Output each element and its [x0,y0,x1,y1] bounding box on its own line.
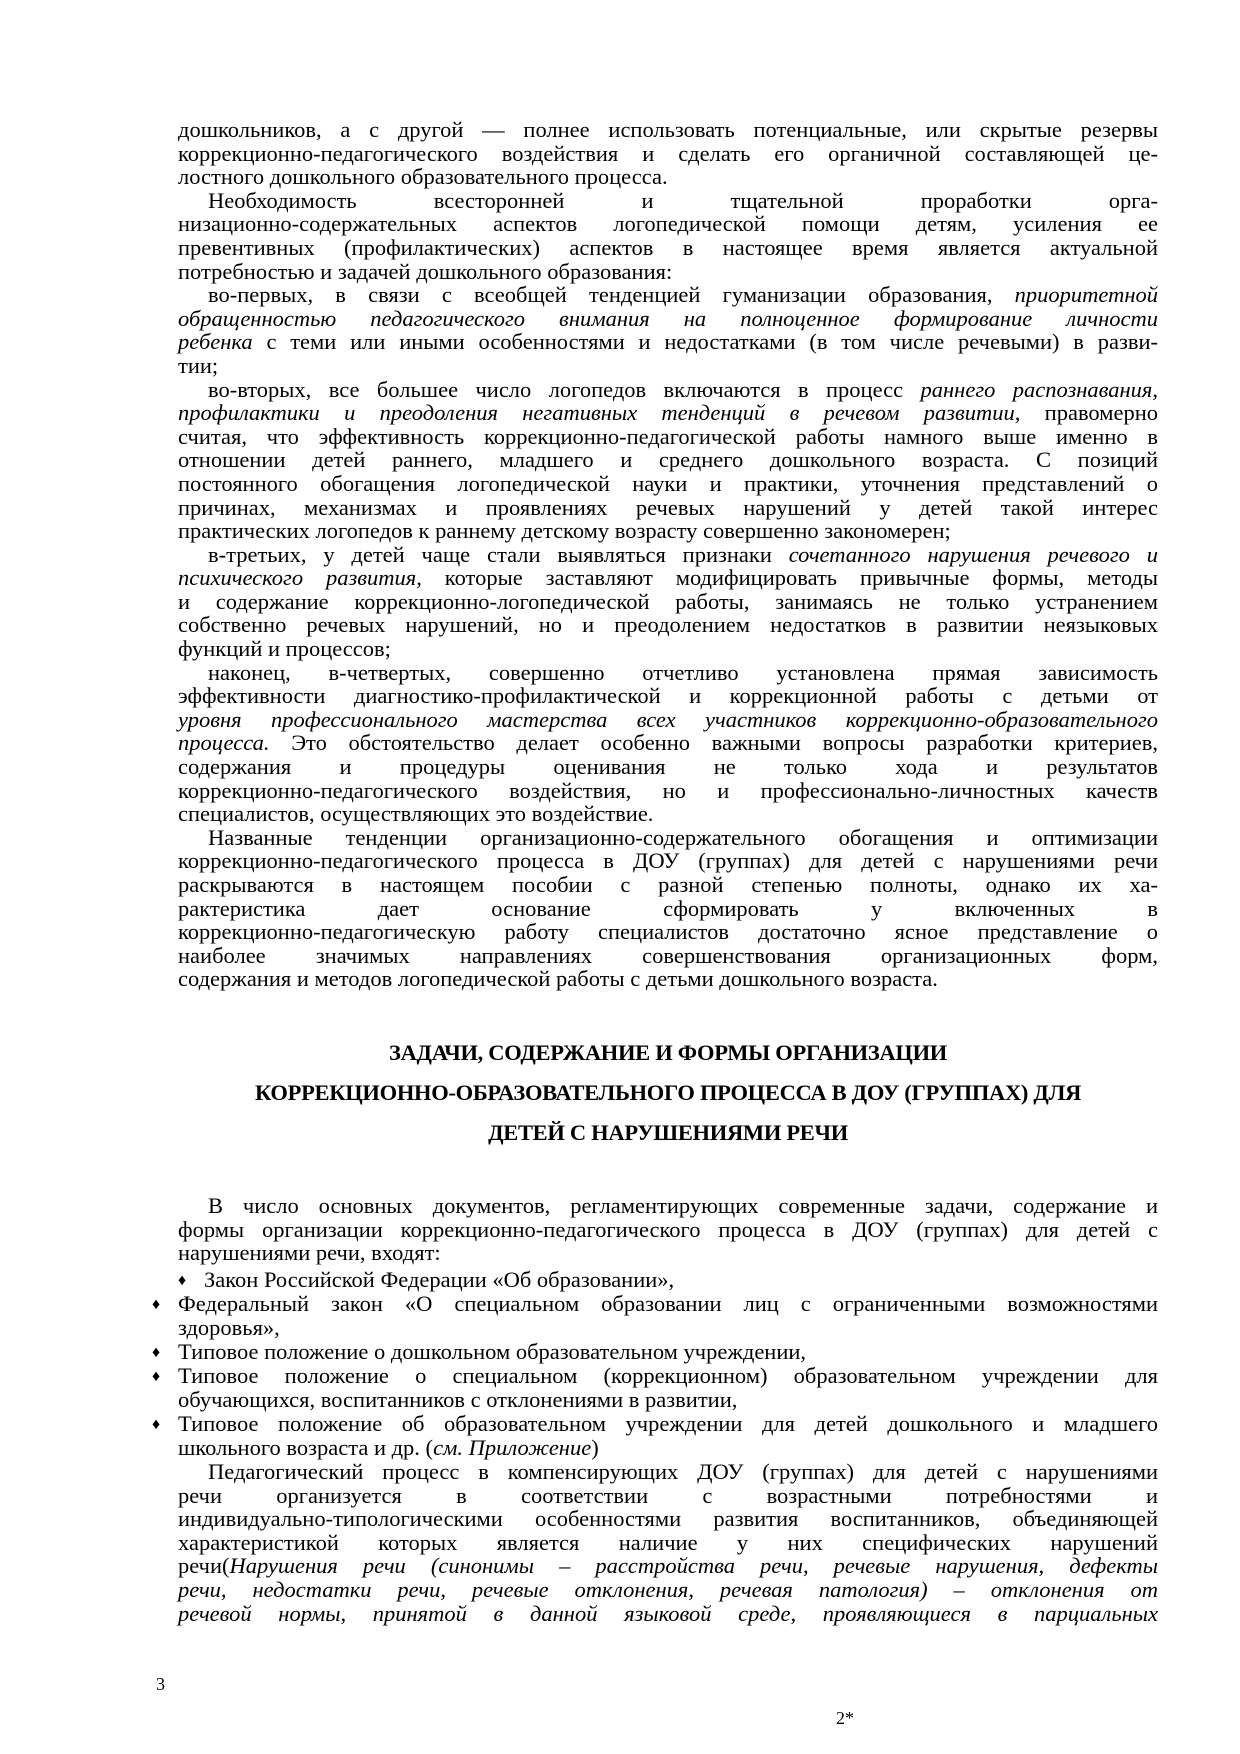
document-page [178,118,1158,991]
text-line: содержания и процедуры оценивания не только хода и результатов [178,754,1158,780]
section-heading-line-2: КОРРЕКЦИОННО-ОБРАЗОВАТЕЛЬНОГО ПРОЦЕССА В ДОУ (ГРУППАХ) ДЛЯ [254,1080,1082,1105]
text-line: речи, недостатки речи, речевые отклонения, речевая патология) – отклонения от [178,1576,1158,1602]
text-line: формы организации коррекционно-педагогического процесса в ДОУ (группах) для детей с [178,1216,1158,1242]
diamond-bullet-icon: ♦ [152,1416,161,1433]
text-line: речи организуется в соответствии с возрастными потребностями и [178,1482,1158,1508]
page-number: 3 [156,1674,165,1694]
text-line: ребенка с теми или иными особенностями и недостатками (в том числе речевыми) в разви- [178,329,1159,355]
text-line: обращенностью педагогического внимания на полноценное формирование личности [178,305,1158,331]
text-line: и содержание коррекционно-логопедической работы, занимаясь не только устранением [178,588,1158,614]
paragraph-necessity [178,189,1158,283]
text-line: В число основных документов, регламентирующих современные задачи, содержание и [208,1193,1158,1218]
paragraph-fourth-point [178,661,1158,826]
text-line: тии; [178,352,219,378]
list-item: ♦ Типовое положение об образовательном учреждении для детей дошкольного и младшего школьного возраста и др. (см. Приложение) [152,1411,1158,1460]
text-line: потребностью и задачей дошкольного образования: [178,258,673,284]
emphasis: приоритетной [1014,282,1159,308]
list-item: ♦ Типовое положение о специальном (коррекционном) образовательном учреждении для обучающихся, воспитанников с отклонениями в развитии, [152,1363,1158,1412]
text-line: коррекционно-педагогическую работу специалистов достаточно ясное представление о [178,919,1158,945]
paragraph-intro-continuation [178,118,1158,189]
text-line: нарушениями речи, входят: [178,1240,441,1266]
paragraph-first-point [178,283,1158,377]
text-line: практических логопедов к раннему детскому возрасту совершенно закономерен; [178,518,951,544]
text-line: специалистов, осуществляющих это воздействие. [178,801,654,827]
paragraph-pedagogical-process [178,1460,1158,1625]
emphasis: психического развития, [178,565,422,591]
paragraph-third-point [178,543,1158,661]
text-line: дошкольников, а с другой — полнее использовать потенциальные, или скрытые резервы [178,117,1158,142]
emphasis: профилактики и преодоления негативных тенденций в речевом развитии, [178,400,1021,426]
text-line: раскрываются в настоящем пособии с разной степенью полноты, однако их ха- [178,872,1158,897]
text-line: в-третьих, у детей чаще стали выявляться признаки сочетанного нарушения речевого и [208,541,1158,567]
appendix-reference: см. Приложение [433,1434,592,1460]
section-heading-line-1: ЗАДАЧИ, СОДЕРЖАНИЕ И ФОРМЫ ОРГАНИЗАЦИИ [389,1040,947,1065]
text-line: содержания и методов логопедической работы с детьми дошкольного возраста. [178,966,938,992]
text-line: процесса. Это обстоятельство делает особенно важными вопросы разработки критериев, [178,730,1158,756]
signature-mark: 2* [836,1708,854,1728]
emphasis: Нарушения речи (синонимы – расстройства речи, речевые нарушения, дефекты [229,1553,1158,1579]
text-line: индивидуально-типологическими особенностями развития воспитанников, объединяющей [178,1506,1158,1532]
text-line: отношении детей раннего, младшего и среднего дошкольного возраста. С позиций [178,447,1158,473]
paragraph-documents [178,1194,1158,1265]
text-line: коррекционно-педагогического воздействия, но и профессионально-личностных качеств [178,777,1158,803]
text-line: низационно-содержательных аспектов логопедической помощи детям, усиления ее [178,211,1158,237]
diamond-bullet-icon: ♦ [152,1344,161,1361]
text-line: наиболее значимых направлениях совершенствования организационных форм, [178,942,1158,968]
text-line: психического развития, которые заставляют модифицировать привычные формы, методы [178,565,1158,591]
text-line: Необходимость всесторонней и тщательной проработки орга- [208,187,1158,213]
text-line: эффективности диагностико-профилактической и коррекционной работы с детьми от [178,683,1158,709]
paragraph-named-tendencies [178,826,1158,991]
text-line: превентивных (профилактических) аспектов в настоящее время является актуальной [178,234,1158,260]
text-line: коррекционно-педагогического воздействия и сделать его органичной составляющей це- [178,140,1158,166]
diamond-bullet-icon: ♦ [152,1368,161,1385]
emphasis: процесса. [178,730,270,756]
emphasis: раннего распознавания, [920,376,1159,402]
text-line: Названные тенденции организационно-содержательного обогащения и оптимизации [208,824,1158,850]
text-line: характеристикой которых является наличие у них специфических нарушений [178,1529,1158,1555]
text-line: речи(Нарушения речи (синонимы – расстройства речи, речевые нарушения, дефекты [178,1553,1158,1579]
text-line: функций и процессов; [178,636,391,662]
emphasis: ребенка [178,329,253,355]
text-line: собственно речевых нарушений, но и преодолением недостатков в развитии неязыковых [178,612,1158,638]
text-line: во-первых, в связи с всеобщей тенденцией гуманизации образования, приоритетной [208,282,1159,308]
text-line: наконец, в-четвертых, совершенно отчетливо установлена прямая зависимость [208,659,1158,685]
text-line: лостного дошкольного образовательного процесса. [178,164,668,190]
text-line: речевой нормы, принятой в данной языковой среде, проявляющиеся в парциальных [178,1600,1158,1626]
text-line: уровня профессионального мастерства всех участников коррекционно-образовательного [178,706,1158,732]
list-item: ♦ Типовое положение о дошкольном образовательном учреждении, [152,1339,807,1364]
text-line: профилактики и преодоления негативных тенденций в речевом развитии, правомерно [178,400,1159,426]
text-line: коррекционно-педагогического процесса в ДОУ (группах) для детей с нарушениями речи [178,848,1158,874]
emphasis: сочетанного нарушения речевого и [788,541,1158,567]
text-line: рактеристика дает основание сформировать у включенных в [178,895,1158,921]
text-line: считая, что эффективность коррекционно-педагогической работы намного выше именно в [178,423,1158,449]
list-item: ♦ Закон Российской Федерации «Об образовании», [178,1267,675,1292]
diamond-bullet-icon: ♦ [178,1272,187,1289]
text-line: причинах, механизмах и проявлениях речевых нарушений у детей такой интерес [178,494,1158,520]
text-line: постоянного обогащения логопедической науки и практики, уточнения представлений о [178,470,1158,496]
text-line: Педагогический процесс в компенсирующих ДОУ (группах) для детей с нарушениями [208,1459,1158,1484]
paragraph-second-point [178,378,1158,543]
diamond-bullet-icon: ♦ [152,1296,161,1313]
text-line: во-вторых, все большее число логопедов включаются в процесс раннего распознавания, [208,376,1159,402]
section-heading-line-3: ДЕТЕЙ С НАРУШЕНИЯМИ РЕЧИ [488,1120,848,1145]
list-item: ♦ Федеральный закон «О специальном образовании лиц с ограниченными возможностями здоровья», [152,1291,1158,1340]
